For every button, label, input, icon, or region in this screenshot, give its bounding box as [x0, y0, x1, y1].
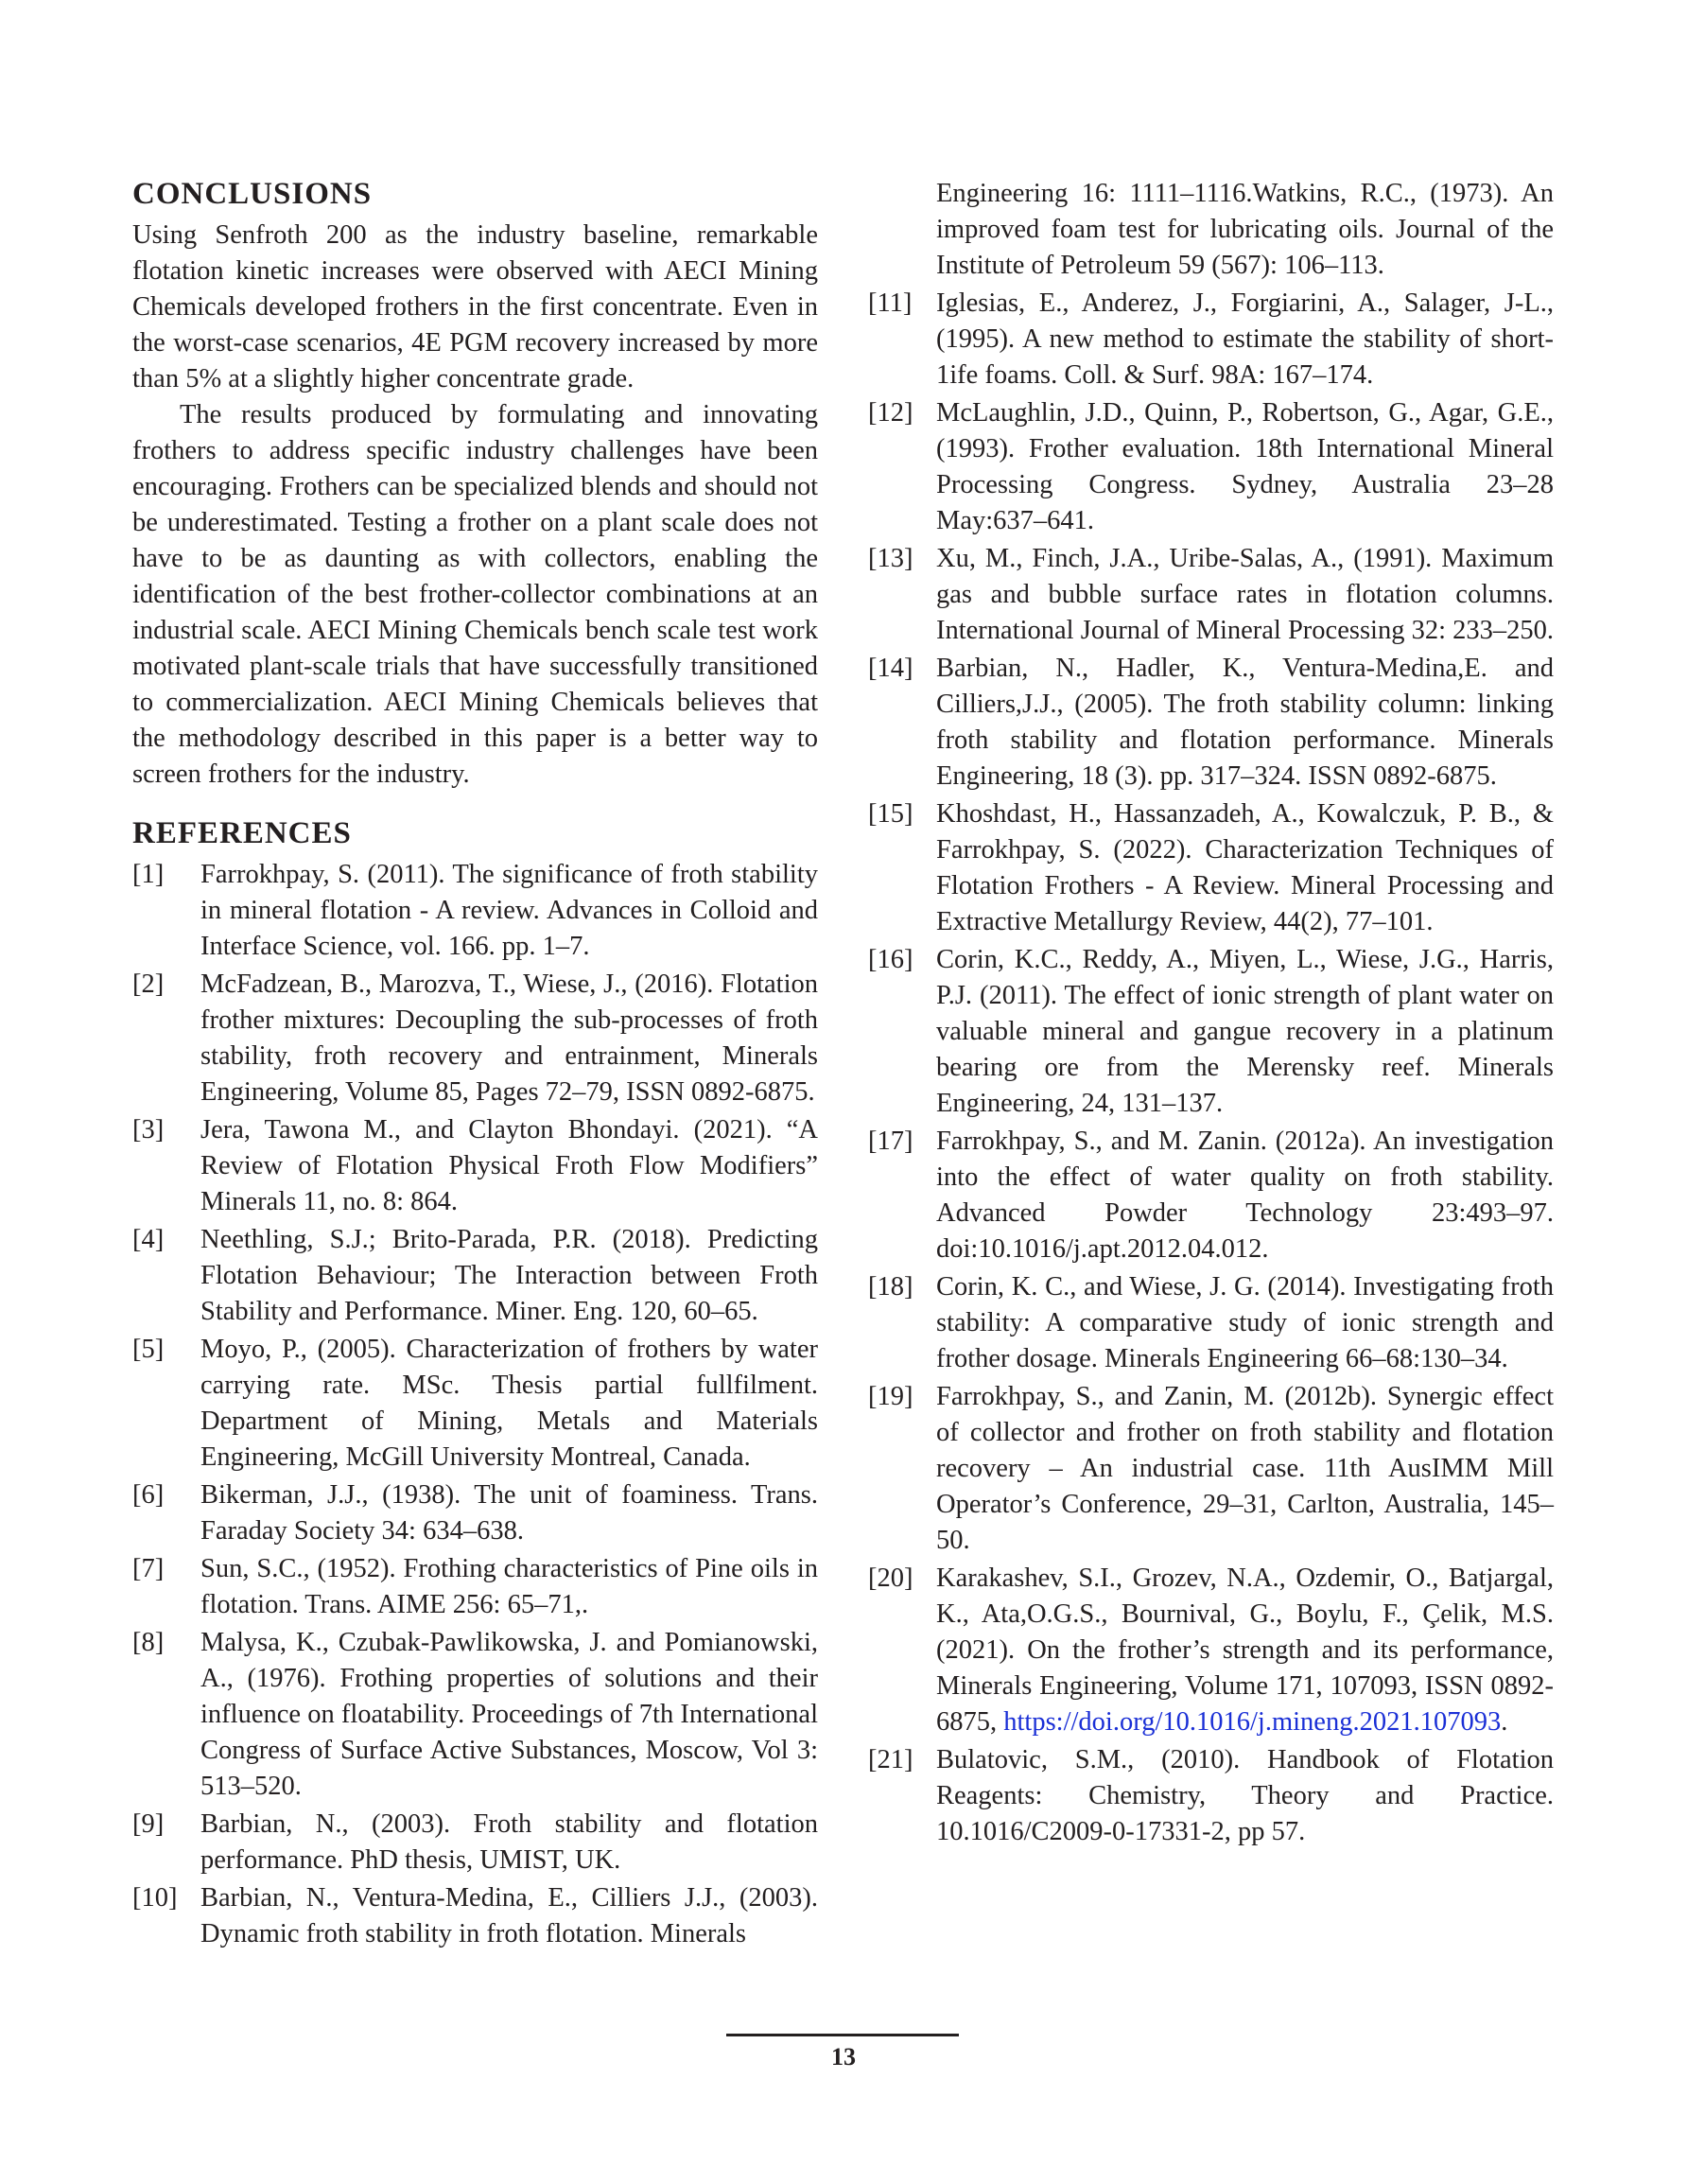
reference-text: Bikerman, J.J., (1938). The unit of foaminess. Trans. Faraday Society 34: 634–638. — [200, 1480, 818, 1546]
reference-item — [132, 1880, 818, 1952]
reference-item — [868, 1124, 1554, 1267]
reference-text: Farrokhpay, S., and Zanin, M. (2012b). Synergic effect of collector and frother on froth stability and flotation recovery – An industrial case. 11th AusIMM Mill Operator’s Conference, 29–31, Carlton, Australia, 145–50. — [936, 1382, 1554, 1555]
reference-text: Farrokhpay, S. (2011). The significance of froth stability in mineral flotation - A review. Advances in Colloid and Interface Science, vol. 166. pp. 1–7. — [200, 860, 818, 961]
reference-number: [19] — [868, 1382, 913, 1411]
reference-item — [132, 1477, 818, 1549]
reference-item — [132, 1112, 818, 1220]
reference-item — [868, 651, 1554, 795]
reference-text: McLaughlin, J.D., Quinn, P., Robertson, G., Agar, G.E., (1993). Frother evaluation. 18th International Mineral Processing Congress. Sydney, Australia 23–28 May:637–641. — [936, 398, 1554, 535]
reference-text: Moyo, P., (2005). Characterization of frothers by water carrying rate. MSc. Thesis partial fullfilment. Department of Mining, Metals and Materials Engineering, McGill University Montreal, Canada. — [200, 1335, 818, 1472]
reference-number: [8] — [132, 1628, 165, 1657]
reference-text-end: . — [1501, 1707, 1508, 1737]
reference-text: Jera, Tawona M., and Clayton Bhondayi. (2021). “A Review of Flotation Physical Froth Flow Modifiers” Minerals 11, no. 8: 864. — [200, 1115, 818, 1216]
reference-text: Bulatovic, S.M., (2010). Handbook of Flotation Reagents: Chemistry, Theory and Practice. 10.1016/C2009-0-17331-2, pp 57. — [936, 1745, 1554, 1846]
left-column — [132, 176, 818, 1954]
reference-item — [868, 1379, 1554, 1559]
reference-text: Karakashev, S.I., Grozev, N.A., Ozdemir, O., Batjargal, K., Ata,O.G.S., Bournival, G., Boylu, F., Çelik, M.S. (2021). On the frother’s strength and its performance, Minerals Engineering, Volume 171, 107093, ISSN 0892-6875, — [936, 1564, 1554, 1737]
conclusions-paragraph-2: The results produced by formulating and innovating frothers to address specific industry challenges have been encouraging. Frothers can be specialized blends and should not be underestimated. Testing a frother on a plant scale does not have to be as daunting as with collectors, enabling the identification of the best frother-collector combinations at an industrial scale. AECI Mining Chemicals bench scale test work motivated plant-scale trials that have successfully transitioned to commercialization. AECI Mining Chemicals believes that the methodology described in this paper is a better way to screen frothers for the industry. — [132, 400, 818, 789]
reference-text: Corin, K. C., and Wiese, J. G. (2014). Investigating froth stability: A comparative study of ionic strength and frother dosage. Minerals Engineering 66–68:130–34. — [936, 1272, 1554, 1373]
reference-number: [7] — [132, 1554, 165, 1583]
reference-item — [132, 967, 818, 1110]
reference-number: [4] — [132, 1225, 165, 1254]
reference-number: [11] — [868, 288, 913, 318]
reference-number: [3] — [132, 1115, 165, 1144]
conclusions-heading: CONCLUSIONS — [132, 177, 373, 211]
reference-number: [10] — [132, 1883, 178, 1913]
reference-number: [6] — [132, 1480, 165, 1510]
reference-number: [21] — [868, 1745, 913, 1774]
reference-item — [868, 796, 1554, 940]
reference-item — [868, 942, 1554, 1122]
reference-text: Corin, K.C., Reddy, A., Miyen, L., Wiese, J.G., Harris, P.J. (2011). The effect of ionic strength of plant water on valuable mineral and gangue recovery in a platinum bearing ore from the Merensky reef. Minerals Engineering, 24, 131–137. — [936, 945, 1554, 1118]
reference-number: [15] — [868, 799, 913, 829]
reference-item — [132, 1807, 818, 1878]
reference-number: [12] — [868, 398, 913, 428]
reference-text: Malysa, K., Czubak-Pawlikowska, J. and Pomianowski, A., (1976). Frothing properties of solutions and their influence on floatability. Proceedings of 7th International Congress of Surface Active Substances, Moscow, Vol 3: 513–520. — [200, 1628, 818, 1801]
reference-text: Khoshdast, H., Hassanzadeh, A., Kowalczuk, P. B., & Farrokhpay, S. (2022). Characterization Techniques of Flotation Frothers - A Review. Mineral Processing and Extractive Metallurgy Review, 44(2), 77–101. — [936, 799, 1554, 936]
reference-item — [132, 1625, 818, 1805]
reference-item — [868, 1269, 1554, 1377]
reference-item — [868, 1742, 1554, 1850]
reference-item — [868, 1561, 1554, 1740]
reference-text: Sun, S.C., (1952). Frothing characteristics of Pine oils in flotation. Trans. AIME 256: 65–71,. — [200, 1554, 818, 1619]
reference-item — [868, 395, 1554, 539]
reference-item — [868, 286, 1554, 393]
reference-item — [868, 541, 1554, 649]
reference-text: Xu, M., Finch, J.A., Uribe-Salas, A., (1991). Maximum gas and bubble surface rates in flotation columns. International Journal of Mineral Processing 32: 233–250. — [936, 544, 1554, 645]
references-heading: REFERENCES — [132, 816, 352, 850]
footer-rule — [726, 2034, 959, 2036]
reference-item — [132, 1332, 818, 1476]
reference-text: Farrokhpay, S., and M. Zanin. (2012a). An investigation into the effect of water quality on froth stability. Advanced Powder Technology 23:493–97. doi:10.1016/j.apt.2012.04.012. — [936, 1127, 1554, 1264]
reference-number: [16] — [868, 945, 913, 974]
reference-number: [20] — [868, 1564, 913, 1593]
reference-text: McFadzean, B., Marozva, T., Wiese, J., (2016). Flotation frother mixtures: Decoupling the sub-processes of froth stability, froth recovery and entrainment, Minerals Engineering, Volume 85, Pages 72–79, ISSN 0892-6875. — [200, 970, 818, 1107]
right-column — [868, 176, 1554, 1852]
page-number: 13 — [831, 2043, 856, 2070]
reference-number: [17] — [868, 1127, 913, 1156]
reference-number: [2] — [132, 970, 165, 999]
reference-number: [14] — [868, 654, 913, 683]
conclusions-paragraph-1: Using Senfroth 200 as the industry baseline, remarkable flotation kinetic increases were observed with AECI Mining Chemicals developed frothers in the first concentrate. Even in the worst-case scenarios, 4E PGM recovery increased by more than 5% at a slightly higher concentrate grade. — [132, 220, 818, 393]
reference-item — [132, 1222, 818, 1330]
reference-item — [132, 1551, 818, 1623]
reference-text: Engineering 16: 1111–1116.Watkins, R.C., (1973). An improved foam test for lubricating oils. Journal of the Institute of Petroleum 59 (567): 106–113. — [936, 179, 1554, 280]
reference-number: [1] — [132, 860, 165, 889]
reference-item — [132, 857, 818, 965]
reference-text: Barbian, N., Hadler, K., Ventura-Medina,E. and Cilliers,J.J., (2005). The froth stability column: linking froth stability and flotation performance. Minerals Engineering, 18 (3). pp. 317–324. ISSN 0892-6875. — [936, 654, 1554, 791]
reference-number: [18] — [868, 1272, 913, 1302]
reference-text: Neethling, S.J.; Brito-Parada, P.R. (2018). Predicting Flotation Behaviour; The Interaction between Froth Stability and Performance. Miner. Eng. 120, 60–65. — [200, 1225, 818, 1326]
doi-link[interactable]: https://doi.org/10.1016/j.mineng.2021.107093 — [1003, 1707, 1502, 1737]
reference-item-continued — [868, 176, 1554, 284]
reference-text: Barbian, N., (2003). Froth stability and flotation performance. PhD thesis, UMIST, UK. — [200, 1809, 818, 1875]
reference-number: [9] — [132, 1809, 165, 1839]
reference-number: [5] — [132, 1335, 165, 1364]
reference-text: Barbian, N., Ventura-Medina, E., Cilliers J.J., (2003). Dynamic froth stability in froth flotation. Minerals — [200, 1883, 818, 1948]
reference-number: [13] — [868, 544, 913, 573]
reference-text: Iglesias, E., Anderez, J., Forgiarini, A., Salager, J-L., (1995). A new method to estimate the stability of short-1ife foams. Coll. & Surf. 98A: 167–174. — [936, 288, 1554, 390]
